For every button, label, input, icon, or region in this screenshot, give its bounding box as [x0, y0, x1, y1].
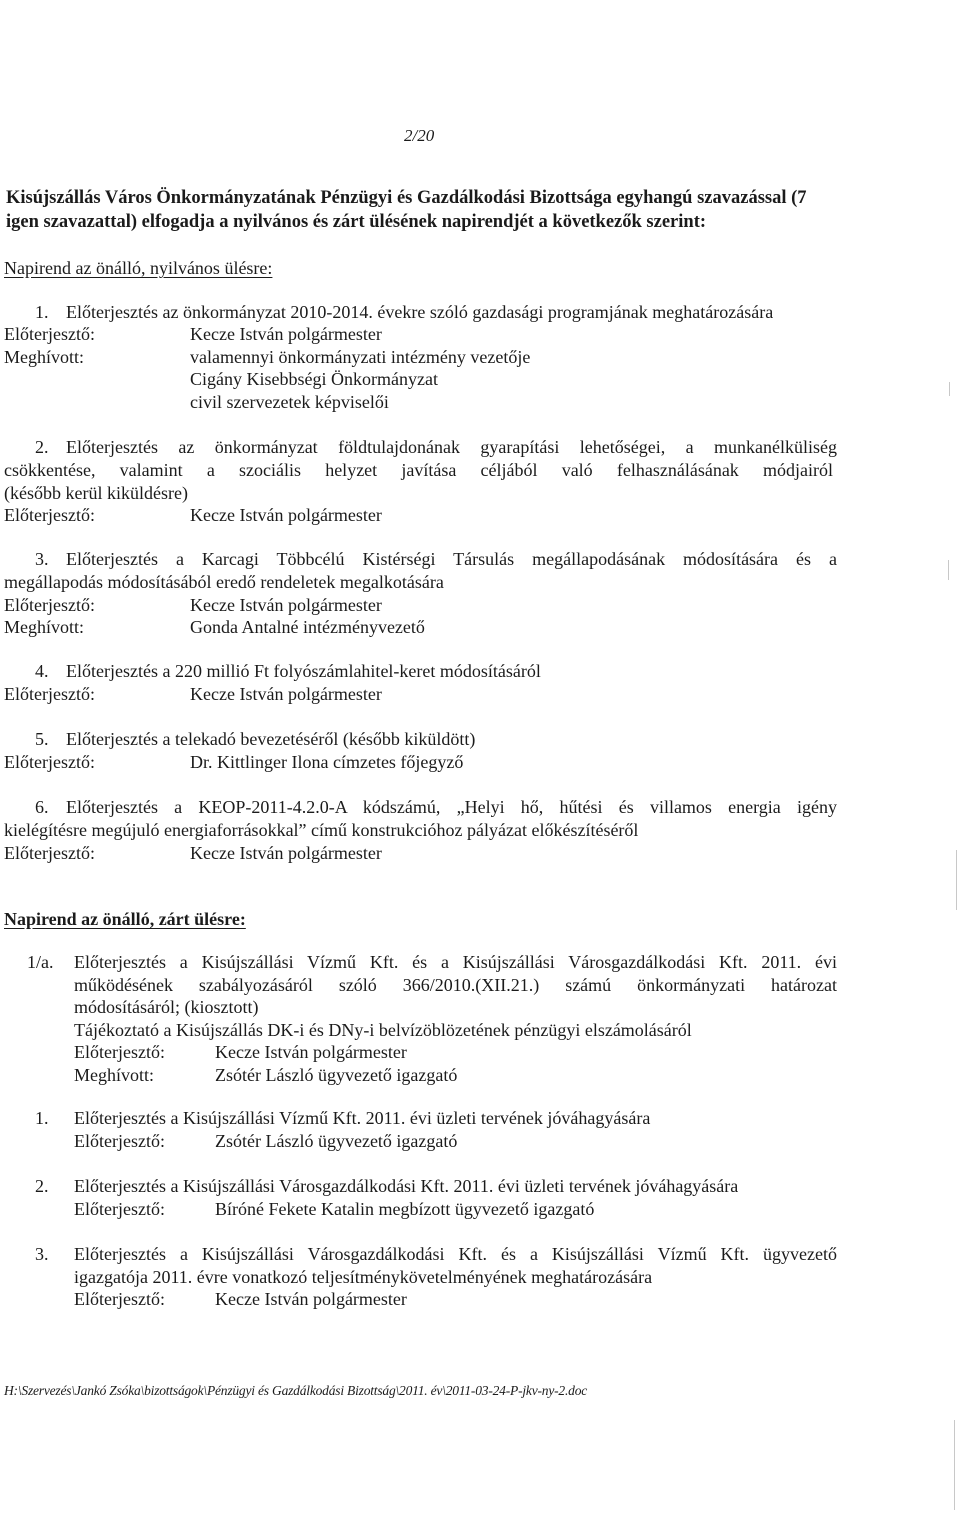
item-number: 2.	[35, 437, 49, 457]
invited-label: Meghívott:	[4, 617, 84, 637]
closed-item-1a	[27, 951, 837, 1041]
open-item-3	[37, 548, 837, 571]
presenter-name: Kecze István polgármester	[215, 1042, 407, 1062]
closed-item-1a-details	[74, 1041, 874, 1086]
closed-item-2	[37, 1175, 837, 1198]
invited-name: Gonda Antalné intézményvezető	[190, 617, 425, 637]
item-number: 1.	[35, 302, 49, 322]
item-title-line: Előterjesztés a Karcagi Többcélú Kistérségi Társulás megállapodásának módosítására és a	[66, 549, 837, 569]
presenter-label: Előterjesztő:	[4, 752, 95, 772]
item-title: Előterjesztés a Kisújszállási Vízmű Kft. 2011. évi üzleti tervének jóváhagyására	[74, 1108, 651, 1128]
presenter-label: Előterjesztő:	[4, 684, 95, 704]
item-title: Előterjesztés a 220 millió Ft folyószámlahitel-keret módosításáról	[66, 661, 541, 681]
presenter-label: Előterjesztő:	[74, 1289, 165, 1309]
item-number: 3.	[35, 1244, 49, 1264]
closed-item-1	[37, 1107, 837, 1130]
closed-item-3	[37, 1243, 837, 1288]
presenter-label: Előterjesztő:	[74, 1042, 165, 1062]
item-extra: Tájékoztató a Kisújszállás DK-i és DNy-i belvízöblözetének pénzügyi elszámolásáról	[74, 1019, 692, 1040]
closed-item-3-details	[74, 1288, 874, 1311]
open-item-4-details	[4, 683, 804, 706]
item-number: 1/a.	[27, 952, 54, 972]
scan-mark	[949, 382, 950, 396]
presenter-name: Zsótér László ügyvezető igazgató	[215, 1131, 458, 1151]
item-title-line: módosításáról; (kiosztott)	[74, 997, 259, 1017]
presenter-label: Előterjesztő:	[74, 1199, 165, 1219]
invited-name: Cigány Kisebbségi Önkormányzat	[190, 369, 438, 389]
closed-item-2-details	[74, 1198, 874, 1221]
item-title-line: Előterjesztés a KEOP-2011-4.2.0-A kódszámú, „Helyi hő, hűtési és villamos energia igény	[66, 797, 837, 817]
open-item-6	[37, 796, 837, 819]
item-title-line: Előterjesztés a Kisújszállási Városgazdálkodási Kft. és a Kisújszállási Vízmű Kft. ügyvezető	[74, 1244, 837, 1264]
item-title: Előterjesztés az önkormányzat 2010-2014. évekre szóló gazdasági programjának meghatározására	[66, 302, 774, 322]
item-title: Előterjesztés a Kisújszállási Városgazdálkodási Kft. 2011. évi üzleti tervének jóváhagyására	[74, 1176, 739, 1196]
item-title-line: igazgatója 2011. évre vonatkozó teljesítménykövetelményének meghatározására	[74, 1266, 653, 1287]
intro-paragraph: Kisújszállás Város Önkormányzatának Pénzügyi és Gazdálkodási Bizottsága egyhangú szavazással (7 igen szavazattal) elfogadja a nyilvános és zárt ülésének napirendjét a következők szerint:	[6, 188, 807, 232]
presenter-name: Kecze István polgármester	[215, 1289, 407, 1309]
presenter-label: Előterjesztő:	[4, 594, 95, 615]
invited-name: valamennyi önkormányzati intézmény vezetője	[190, 346, 531, 367]
item-title-line: megállapodás módosításából eredő rendeletek megalkotására	[4, 572, 444, 592]
item-title-line: Előterjesztés az önkormányzat földtulajdonának gyarapítási lehetőségei, a munkanélküliség	[66, 437, 837, 457]
item-number: 4.	[35, 661, 49, 681]
item-number: 3.	[35, 549, 49, 569]
item-title-line: Előterjesztés a Kisújszállási Vízmű Kft. és a Kisújszállási Városgazdálkodási Kft. 2011. évi	[74, 952, 837, 972]
presenter-label: Előterjesztő:	[4, 505, 95, 525]
open-session-heading: Napirend az önálló, nyilvános ülésre:	[4, 258, 273, 278]
item-title: Előterjesztés a telekadó bevezetéséről (később kiküldött)	[66, 729, 476, 749]
presenter-name: Dr. Kittlinger Ilona címzetes főjegyző	[190, 752, 464, 772]
item-number: 2.	[35, 1176, 49, 1196]
presenter-name: Kecze István polgármester	[190, 324, 382, 344]
presenter-label: Előterjesztő:	[74, 1131, 165, 1151]
open-item-2	[37, 436, 837, 459]
scan-mark	[954, 1420, 955, 1510]
invited-label: Meghívott:	[4, 346, 84, 367]
invited-label: Meghívott:	[74, 1064, 154, 1085]
presenter-name: Kecze István polgármester	[190, 594, 382, 615]
scan-mark	[948, 560, 949, 580]
open-item-4	[37, 660, 837, 683]
open-item-5-details	[4, 751, 804, 774]
closed-item-1-details	[74, 1130, 874, 1153]
item-title-line: csökkentése, valamint a szociális helyzet javítása céljából való felhasználásának módjairól	[4, 460, 833, 480]
presenter-name: Kecze István polgármester	[190, 505, 382, 525]
item-title-line: működésének szabályozásáról szóló 366/2010.(XII.21.) számú önkormányzati határozat	[74, 974, 837, 995]
presenter-name: Kecze István polgármester	[190, 684, 382, 704]
item-title-line: (később kerül kiküldésre)	[4, 482, 188, 503]
open-item-5	[37, 728, 837, 751]
scan-mark	[956, 850, 957, 910]
item-number: 6.	[35, 797, 49, 817]
presenter-name: Kecze István polgármester	[190, 842, 382, 863]
item-number: 1.	[35, 1108, 49, 1128]
open-item-6-details	[4, 819, 804, 864]
item-title-line: kielégítésre megújuló energiaforrásokkal” című konstrukcióhoz pályázat előkészítéséről	[4, 820, 639, 840]
file-path-footer: H:\Szervezés\Jankó Zsóka\bizottságok\Pénzügyi és Gazdálkodási Bizottság\2011. év\2011-03-24-P-jkv-ny-2.doc	[4, 1383, 588, 1398]
presenter-name: Bíróné Fekete Katalin megbízott ügyvezető igazgató	[215, 1199, 595, 1219]
open-item-3-details	[4, 571, 804, 639]
open-item-1-details	[4, 323, 804, 413]
invited-name: civil szervezetek képviselői	[190, 391, 389, 412]
item-number: 5.	[35, 729, 49, 749]
open-item-2-details	[4, 459, 833, 527]
closed-session-heading: Napirend az önálló, zárt ülésre:	[4, 909, 246, 929]
invited-name: Zsótér László ügyvezető igazgató	[215, 1064, 458, 1085]
presenter-label: Előterjesztő:	[4, 842, 95, 863]
presenter-label: Előterjesztő:	[4, 324, 95, 344]
page-number: 2/20	[404, 126, 435, 145]
open-item-1	[37, 301, 837, 324]
